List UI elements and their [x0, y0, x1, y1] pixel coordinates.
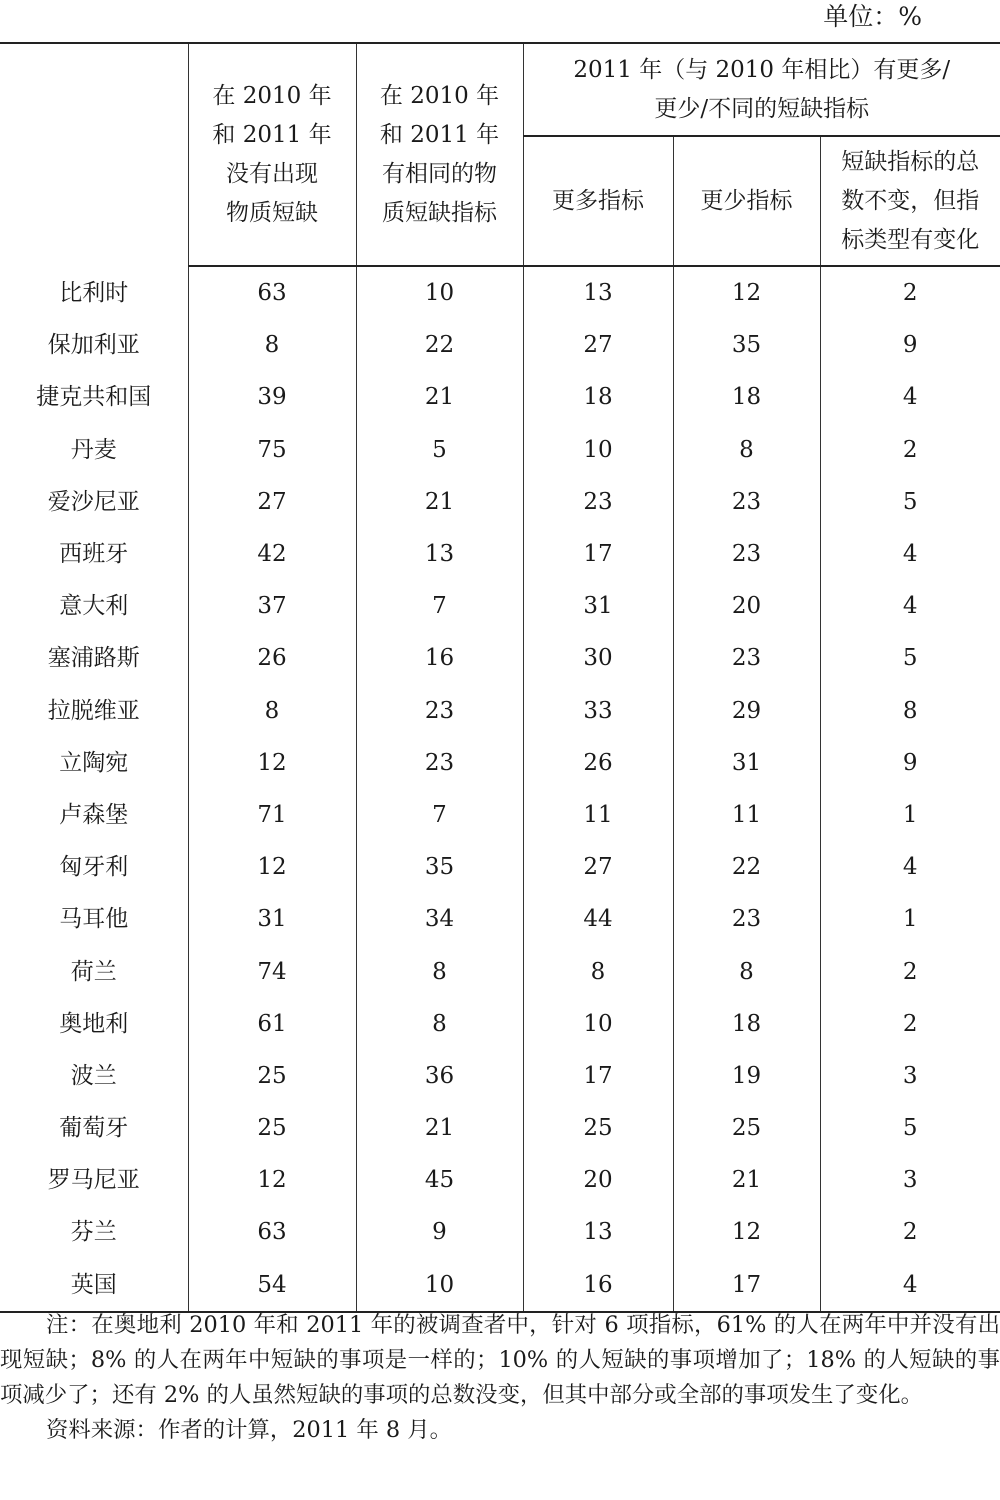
same-shortage-cell: 35	[356, 841, 523, 893]
more-cell: 27	[523, 841, 673, 893]
no-shortage-cell: 63	[188, 266, 356, 319]
same-shortage-cell: 8	[356, 945, 523, 997]
no-shortage-cell: 12	[188, 1154, 356, 1206]
table-row	[0, 1259, 1000, 1312]
table-body	[0, 266, 1000, 1312]
table-row	[0, 371, 1000, 423]
source-text: 资料来源：作者的计算，2011 年 8 月。	[46, 1417, 453, 1443]
more-cell: 31	[523, 580, 673, 632]
same-shortage-cell: 7	[356, 580, 523, 632]
country-cell: 塞浦路斯	[0, 632, 188, 684]
changed-type-cell: 9	[902, 332, 918, 359]
data-table	[0, 42, 1000, 1313]
header-country	[0, 43, 188, 266]
no-shortage-cell: 27	[188, 476, 356, 528]
more-cell: 13	[523, 266, 673, 319]
changed-type-cell: 5	[902, 1115, 918, 1142]
changed-type-cell: 4	[902, 593, 918, 620]
more-cell: 23	[523, 476, 673, 528]
more-cell: 10	[523, 424, 673, 476]
more-cell: 33	[523, 685, 673, 737]
no-shortage-cell: 74	[188, 945, 356, 997]
table-row	[0, 424, 1000, 476]
more-cell: 30	[523, 632, 673, 684]
more-cell: 18	[523, 371, 673, 423]
changed-type-cell: 2	[902, 958, 918, 985]
header-changed-type: 短缺指标的总 数不变，但指 标类型有变化	[820, 136, 1000, 266]
fewer-cell: 21	[673, 1154, 820, 1206]
country-cell: 捷克共和国	[0, 371, 188, 423]
fewer-cell: 31	[673, 737, 820, 789]
no-shortage-cell: 37	[188, 580, 356, 632]
fewer-cell: 23	[673, 893, 820, 945]
fewer-cell: 20	[673, 580, 820, 632]
fewer-cell: 18	[673, 998, 820, 1050]
no-shortage-cell: 42	[188, 528, 356, 580]
table-row	[0, 1206, 1000, 1258]
country-cell: 意大利	[0, 580, 188, 632]
changed-type-cell: 2	[902, 1219, 918, 1246]
fewer-cell: 35	[673, 319, 820, 371]
same-shortage-cell: 21	[356, 1102, 523, 1154]
header-fewer: 更少指标	[673, 136, 820, 266]
fewer-cell: 12	[673, 1206, 820, 1258]
changed-type-cell: 1	[902, 801, 918, 828]
fewer-cell: 23	[673, 528, 820, 580]
country-cell: 荷兰	[0, 945, 188, 997]
same-shortage-cell: 23	[356, 737, 523, 789]
more-cell: 11	[523, 789, 673, 841]
changed-type-cell: 4	[820, 1259, 1000, 1312]
table-row	[0, 476, 1000, 528]
no-shortage-cell: 8	[188, 685, 356, 737]
country-cell: 拉脱维亚	[0, 685, 188, 737]
no-shortage-cell: 25	[188, 1050, 356, 1102]
fewer-cell: 17	[673, 1259, 820, 1312]
no-shortage-cell: 54	[188, 1259, 356, 1312]
table-header	[0, 43, 1000, 266]
same-shortage-cell: 5	[356, 424, 523, 476]
same-shortage-cell: 7	[356, 789, 523, 841]
header-more: 更多指标	[523, 136, 673, 266]
more-cell: 27	[523, 319, 673, 371]
fewer-cell: 8	[673, 424, 820, 476]
unit-label: 单位：%	[823, 2, 922, 31]
country-cell: 西班牙	[0, 528, 188, 580]
more-cell: 25	[523, 1102, 673, 1154]
more-cell: 17	[523, 1050, 673, 1102]
table-row	[0, 945, 1000, 997]
country-cell: 波兰	[0, 1050, 188, 1102]
no-shortage-cell: 75	[188, 424, 356, 476]
changed-type-cell: 2	[902, 436, 918, 463]
table-row	[0, 1102, 1000, 1154]
more-cell: 16	[523, 1259, 673, 1312]
country-cell: 罗马尼亚	[0, 1154, 188, 1206]
fewer-cell: 29	[673, 685, 820, 737]
changed-type-cell: 2	[902, 1010, 918, 1037]
changed-type-cell: 1	[902, 906, 918, 933]
changed-type-cell: 8	[902, 697, 918, 724]
header-group-2011: 2011 年（与 2010 年相比）有更多/ 更少/不同的短缺指标	[523, 43, 1000, 136]
country-cell: 芬兰	[0, 1206, 188, 1258]
no-shortage-cell: 25	[188, 1102, 356, 1154]
fewer-cell: 23	[673, 476, 820, 528]
same-shortage-cell: 22	[356, 319, 523, 371]
changed-type-cell: 4	[902, 854, 918, 881]
fewer-cell: 18	[673, 371, 820, 423]
same-shortage-cell: 9	[356, 1206, 523, 1258]
no-shortage-cell: 31	[188, 893, 356, 945]
more-cell: 8	[523, 945, 673, 997]
changed-type-cell: 4	[902, 541, 918, 568]
fewer-cell: 25	[673, 1102, 820, 1154]
changed-type-cell: 5	[902, 488, 918, 515]
table-row	[0, 1154, 1000, 1206]
country-cell: 丹麦	[0, 424, 188, 476]
no-shortage-cell: 26	[188, 632, 356, 684]
fewer-cell: 23	[673, 632, 820, 684]
more-cell: 26	[523, 737, 673, 789]
table-row	[0, 1050, 1000, 1102]
fewer-cell: 11	[673, 789, 820, 841]
changed-type-cell: 3	[902, 1167, 918, 1194]
changed-type-cell: 4	[902, 384, 918, 411]
same-shortage-cell: 36	[356, 1050, 523, 1102]
country-cell: 马耳他	[0, 893, 188, 945]
no-shortage-cell: 71	[188, 789, 356, 841]
same-shortage-cell: 10	[356, 1259, 523, 1312]
table-row	[0, 319, 1000, 371]
header-no-shortage: 在 2010 年 和 2011 年 没有出现 物质短缺	[188, 43, 356, 266]
country-cell: 奥地利	[0, 998, 188, 1050]
more-cell: 17	[523, 528, 673, 580]
more-cell: 10	[523, 998, 673, 1050]
no-shortage-cell: 39	[188, 371, 356, 423]
changed-type-cell: 2	[902, 280, 918, 307]
no-shortage-cell: 8	[188, 319, 356, 371]
country-cell: 立陶宛	[0, 737, 188, 789]
more-cell: 20	[523, 1154, 673, 1206]
more-cell: 13	[523, 1206, 673, 1258]
table-row	[0, 789, 1000, 841]
changed-type-cell: 3	[902, 1062, 918, 1089]
header-same-shortage: 在 2010 年 和 2011 年 有相同的物 质短缺指标	[356, 43, 523, 266]
same-shortage-cell: 16	[356, 632, 523, 684]
fewer-cell: 19	[673, 1050, 820, 1102]
no-shortage-cell: 12	[188, 841, 356, 893]
table-row	[0, 580, 1000, 632]
fewer-cell: 22	[673, 841, 820, 893]
table-notes	[0, 1308, 1000, 1448]
country-cell: 匈牙利	[0, 841, 188, 893]
same-shortage-cell: 21	[356, 371, 523, 423]
country-cell: 英国	[0, 1259, 188, 1312]
same-shortage-cell: 8	[356, 998, 523, 1050]
fewer-cell: 8	[673, 945, 820, 997]
same-shortage-cell: 45	[356, 1154, 523, 1206]
fewer-cell: 12	[673, 266, 820, 319]
table-row	[0, 841, 1000, 893]
country-cell: 比利时	[0, 266, 188, 319]
table-row	[0, 685, 1000, 737]
same-shortage-cell: 10	[356, 266, 523, 319]
more-cell: 44	[523, 893, 673, 945]
same-shortage-cell: 23	[356, 685, 523, 737]
table-row	[0, 632, 1000, 684]
same-shortage-cell: 13	[356, 528, 523, 580]
table-row	[0, 998, 1000, 1050]
table-row	[0, 737, 1000, 789]
same-shortage-cell: 34	[356, 893, 523, 945]
same-shortage-cell: 21	[356, 476, 523, 528]
no-shortage-cell: 63	[188, 1206, 356, 1258]
table-row	[0, 266, 1000, 319]
changed-type-cell: 9	[902, 749, 918, 776]
table-row	[0, 893, 1000, 945]
table-row	[0, 528, 1000, 580]
country-cell: 保加利亚	[0, 319, 188, 371]
country-cell: 卢森堡	[0, 789, 188, 841]
country-cell: 葡萄牙	[0, 1102, 188, 1154]
no-shortage-cell: 61	[188, 998, 356, 1050]
no-shortage-cell: 12	[188, 737, 356, 789]
country-cell: 爱沙尼亚	[0, 476, 188, 528]
changed-type-cell: 5	[902, 645, 918, 672]
note-text: 注：在奥地利 2010 年和 2011 年的被调查者中，针对 6 项指标，61% 的人在两年中并没有出现短缺；8% 的人在两年中短缺的事项是一样的；10% 的人短缺的事项增加了；18% 的人短缺的事项减少了；还有 2% 的人虽然短缺的事项的总数没变，但其中部分或全部的事项发生了变化。	[0, 1312, 1000, 1408]
